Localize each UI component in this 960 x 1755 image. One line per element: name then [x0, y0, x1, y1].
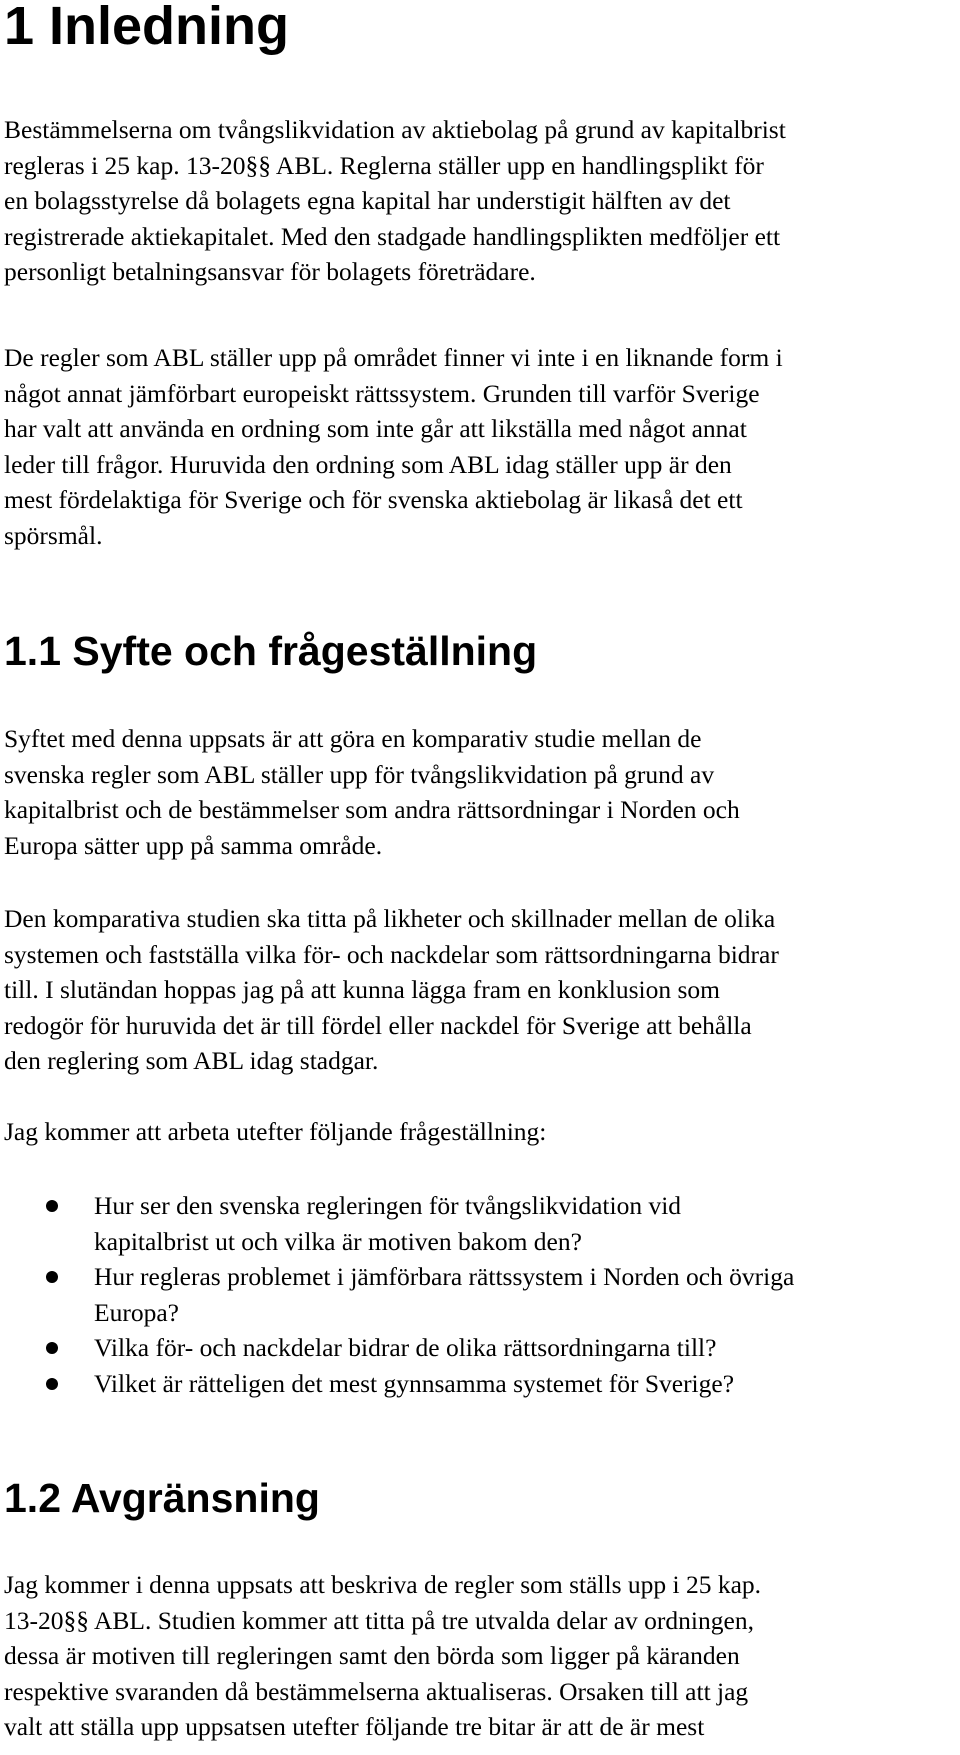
text-line: Syftet med denna uppsats är att göra en komparativ studie mellan de: [4, 724, 702, 753]
text-line: registrerade aktiekapitalet. Med den stadgade handlingsplikten medföljer ett: [4, 221, 781, 251]
list-item: [0, 1259, 960, 1330]
paragraph-avgransning-1: [4, 1567, 954, 1745]
text-line: Hur regleras problemet i jämförbara rättssystem i Norden och övriga: [94, 1262, 795, 1291]
text-line: leder till frågor. Huruvida den ordning som ABL idag ställer upp är den: [4, 449, 732, 479]
bullet-icon: [46, 1378, 58, 1390]
text-line: Europa sätter upp på samma område.: [4, 830, 383, 860]
text-line: kapitalbrist och de bestämmelser som andra rättsordningar i Norden och: [4, 795, 740, 824]
text-line: spörsmål.: [4, 520, 103, 550]
paragraph-syfte-3: [4, 1114, 954, 1150]
text-line: en bolagsstyrelse då bolagets egna kapital har understigit hälften av det: [4, 186, 731, 215]
text-line: redogör för huruvida det är till fördel eller nackdel för Sverige att behålla: [4, 1010, 752, 1040]
bullet-icon: [46, 1342, 58, 1354]
text-line: Vilka för- och nackdelar bidrar de olika rättsordningarna till?: [94, 1333, 717, 1362]
text-line: Hur ser den svenska regleringen för tvångslikvidation vid: [94, 1191, 682, 1220]
text-line: Jag kommer att arbeta utefter följande frågeställning:: [4, 1117, 547, 1146]
paragraph-intro-1: [4, 112, 954, 290]
text-line: Bestämmelserna om tvångslikvidation av aktiebolag på grund av kapitalbrist: [4, 115, 786, 144]
text-line: valt att ställa upp uppsatsen utefter följande tre bitar är att de är mest: [4, 1712, 705, 1741]
list-item: [0, 1330, 960, 1366]
text-line: systemen och fastställa vilka för- och nackdelar som rättsordningarna bidrar: [4, 939, 779, 969]
bullet-icon: [46, 1200, 58, 1212]
text-line: svenska regler som ABL ställer upp för tvångslikvidation på grund av: [4, 759, 715, 789]
text-line: till. I slutändan hoppas jag på att kunna lägga fram en konklusion som: [4, 975, 720, 1004]
paragraph-syfte-1: [4, 721, 954, 863]
text-line: Europa?: [94, 1297, 179, 1327]
heading-inledning: 1 Inledning: [4, 0, 290, 56]
text-line: dessa är motiven till regleringen samt den börda som ligger på käranden: [4, 1641, 740, 1670]
text-line: kapitalbrist ut och vilka är motiven bakom den?: [94, 1226, 582, 1256]
text-line: har valt att använda en ordning som inte går att likställa med något annat: [4, 414, 747, 443]
text-line: mest fördelaktiga för Sverige och för svenska aktiebolag är likaså det ett: [4, 485, 743, 514]
text-line: personligt betalningsansvar för bolagets företrädare.: [4, 257, 536, 286]
text-line: 13-20§§ ABL. Studien kommer att titta på tre utvalda delar av ordningen,: [4, 1605, 754, 1635]
text-line: respektive svaranden då bestämmelserna aktualiseras. Orsaken till att jag: [4, 1676, 749, 1706]
text-line: något annat jämförbart europeiskt rättssystem. Grunden till varför Sverige: [4, 378, 760, 408]
text-line: Den komparativa studien ska titta på likheter och skillnader mellan de olika: [4, 904, 776, 933]
text-line: De regler som ABL ställer upp på området finner vi inte i en liknande form i: [4, 343, 783, 372]
list-item: [0, 1366, 960, 1402]
text-line: regleras i 25 kap. 13-20§§ ABL. Reglerna ställer upp en handlingsplikt för: [4, 150, 764, 180]
list-item: [0, 1188, 960, 1259]
paragraph-syfte-2: [4, 901, 954, 1079]
bullet-icon: [46, 1271, 58, 1283]
heading-avgransning: 1.2 Avgränsning: [4, 1475, 320, 1521]
paragraph-intro-2: [4, 340, 954, 553]
text-line: Vilket är rätteligen det mest gynnsamma systemet för Sverige?: [94, 1368, 735, 1398]
text-line: Jag kommer i denna uppsats att beskriva de regler som ställs upp i 25 kap.: [4, 1570, 762, 1599]
question-list: [0, 1188, 960, 1401]
text-line: den reglering som ABL idag stadgar.: [4, 1046, 379, 1075]
heading-syfte: 1.1 Syfte och frågeställning: [4, 628, 538, 674]
